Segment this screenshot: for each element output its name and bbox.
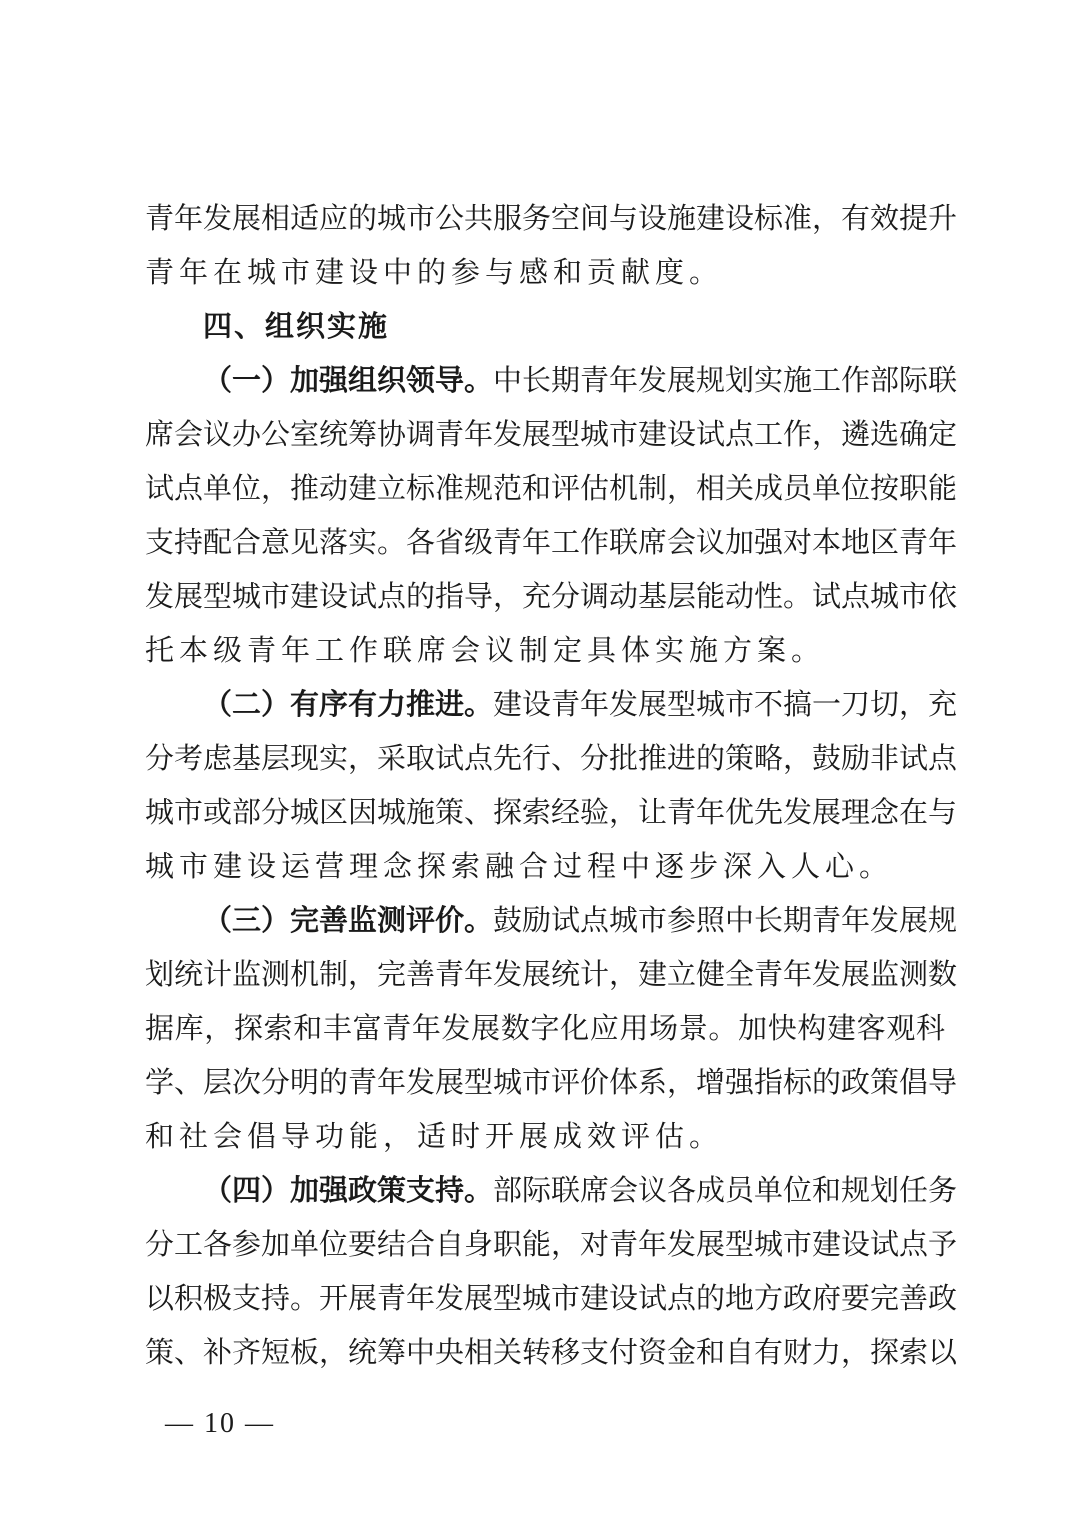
paragraph-line: 城市建设运营理念探索融合过程中逐步深入人心。 [145,849,894,883]
paragraph-line: 城市或部分城区因城施策、探索经验，让青年优先发展理念在与 [145,795,958,829]
paragraph-text: 部际联席会议各成员单位和规划任务 [493,1173,958,1207]
paragraph-line: 据库，探索和丰富青年发展数字化应用场景。加快构建客观科 [145,1011,945,1045]
paragraph-line: 学、层次分明的青年发展型城市评价体系，增强指标的政策倡导 [145,1065,958,1099]
subsection-first-line [203,1170,958,1210]
paragraph-line: 发展型城市建设试点的指导，充分调动基层能动性。试点城市依 [145,579,958,613]
subsection-first-line [203,684,958,724]
subsection-heading: （三）完善监测评价。 [203,903,494,937]
paragraph-line: 划统计监测机制，完善青年发展统计，建立健全青年发展监测数 [145,957,958,991]
paragraph-line: 和社会倡导功能，适时开展成效评估。 [145,1119,724,1153]
paragraph-line: 青年在城市建设中的参与感和贡献度。 [145,255,724,289]
section-heading: 四、组织实施 [203,309,390,343]
subsection-heading: （四）加强政策支持。 [203,1173,494,1207]
paragraph-line: 青年发展相适应的城市公共服务空间与设施建设标准，有效提升 [145,201,958,235]
paragraph-line: 托本级青年工作联席会议制定具体实施方案。 [145,633,826,667]
paragraph-text: 中长期青年发展规划实施工作部际联 [493,363,958,397]
paragraph-text: 鼓励试点城市参照中长期青年发展规 [493,903,958,937]
subsection-first-line [203,360,958,400]
paragraph-text: 建设青年发展型城市不搞一刀切，充 [493,687,958,721]
page-number: — 10 — [165,1408,275,1439]
paragraph-line: 分工各参加单位要结合自身职能，对青年发展型城市建设试点予 [145,1227,958,1261]
paragraph-line: 席会议办公室统筹协调青年发展型城市建设试点工作，遴选确定 [145,417,958,451]
paragraph-line: 支持配合意见落实。各省级青年工作联席会议加强对本地区青年 [145,525,958,559]
subsection-heading: （一）加强组织领导。 [203,363,494,397]
paragraph-line: 策、补齐短板，统筹中央相关转移支付资金和自有财力，探索以 [145,1335,958,1369]
subsection-first-line [203,900,958,940]
paragraph-line: 分考虑基层现实，采取试点先行、分批推进的策略，鼓励非试点 [145,741,958,775]
paragraph-line: 试点单位，推动建立标准规范和评估机制，相关成员单位按职能 [145,471,958,505]
paragraph-line: 以积极支持。开展青年发展型城市建设试点的地方政府要完善政 [145,1281,958,1315]
subsection-heading: （二）有序有力推进。 [203,687,494,721]
